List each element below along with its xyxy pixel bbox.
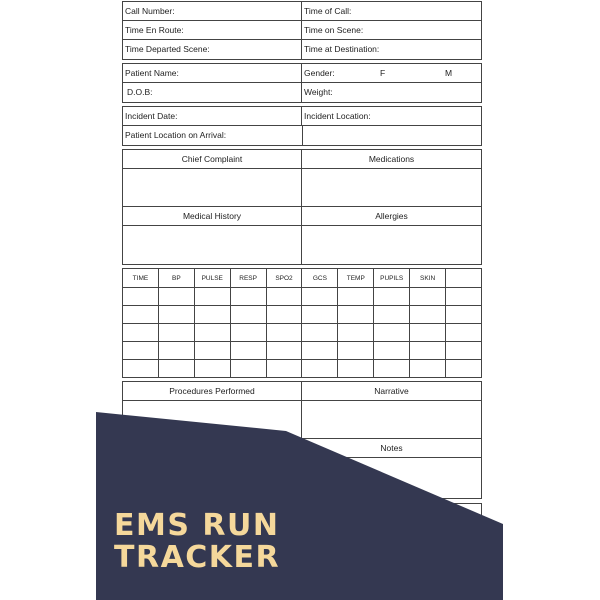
incident-date-label: Incident Date: bbox=[123, 107, 302, 125]
patient-location-on-arrival-label: Patient Location on Arrival: bbox=[125, 130, 227, 140]
gender-m-option: M bbox=[445, 68, 453, 78]
vitals-col-pulse: PULSE bbox=[194, 269, 230, 288]
time-en-route-label: Time En Route: bbox=[123, 21, 302, 39]
medications-heading: Medications bbox=[368, 154, 415, 164]
medical-history-heading: Medical History bbox=[123, 207, 302, 225]
vitals-col-bp: BP bbox=[158, 269, 194, 288]
allergies-heading: Allergies bbox=[375, 211, 408, 221]
gender-label: Gender: bbox=[304, 68, 335, 78]
vitals-col-spo2: SPO2 bbox=[266, 269, 302, 288]
dob-label: D.O.B: bbox=[123, 83, 302, 102]
vitals-col-pupils: PUPILS bbox=[374, 269, 410, 288]
vitals-col-skin: SKIN bbox=[410, 269, 446, 288]
cover-title-line1: EMS RUN bbox=[114, 508, 280, 543]
call-number-label: Call Number: bbox=[123, 2, 302, 20]
time-at-destination-label: Time at Destination: bbox=[304, 44, 380, 54]
gender-f-option: F bbox=[380, 68, 386, 78]
vitals-col-time: TIME bbox=[123, 269, 159, 288]
procedures-performed-heading: Procedures Performed bbox=[123, 382, 302, 400]
time-on-scene-label: Time on Scene: bbox=[304, 25, 364, 35]
time-departed-scene-label: Time Departed Scene: bbox=[123, 40, 302, 59]
vitals-col-temp: TEMP bbox=[338, 269, 374, 288]
cover-title-line2: TRACKER bbox=[114, 540, 281, 575]
narrative-heading: Narrative bbox=[374, 386, 409, 396]
weight-label: Weight: bbox=[304, 87, 333, 97]
vitals-col-gcs: GCS bbox=[302, 269, 338, 288]
incident-location-label: Incident Location: bbox=[304, 111, 371, 121]
chief-complaint-heading: Chief Complaint bbox=[123, 150, 302, 168]
vitals-col-resp: RESP bbox=[230, 269, 266, 288]
notes-heading: Notes bbox=[380, 443, 403, 453]
patient-name-label: Patient Name: bbox=[123, 64, 302, 82]
time-of-call-label: Time of Call: bbox=[304, 6, 352, 16]
